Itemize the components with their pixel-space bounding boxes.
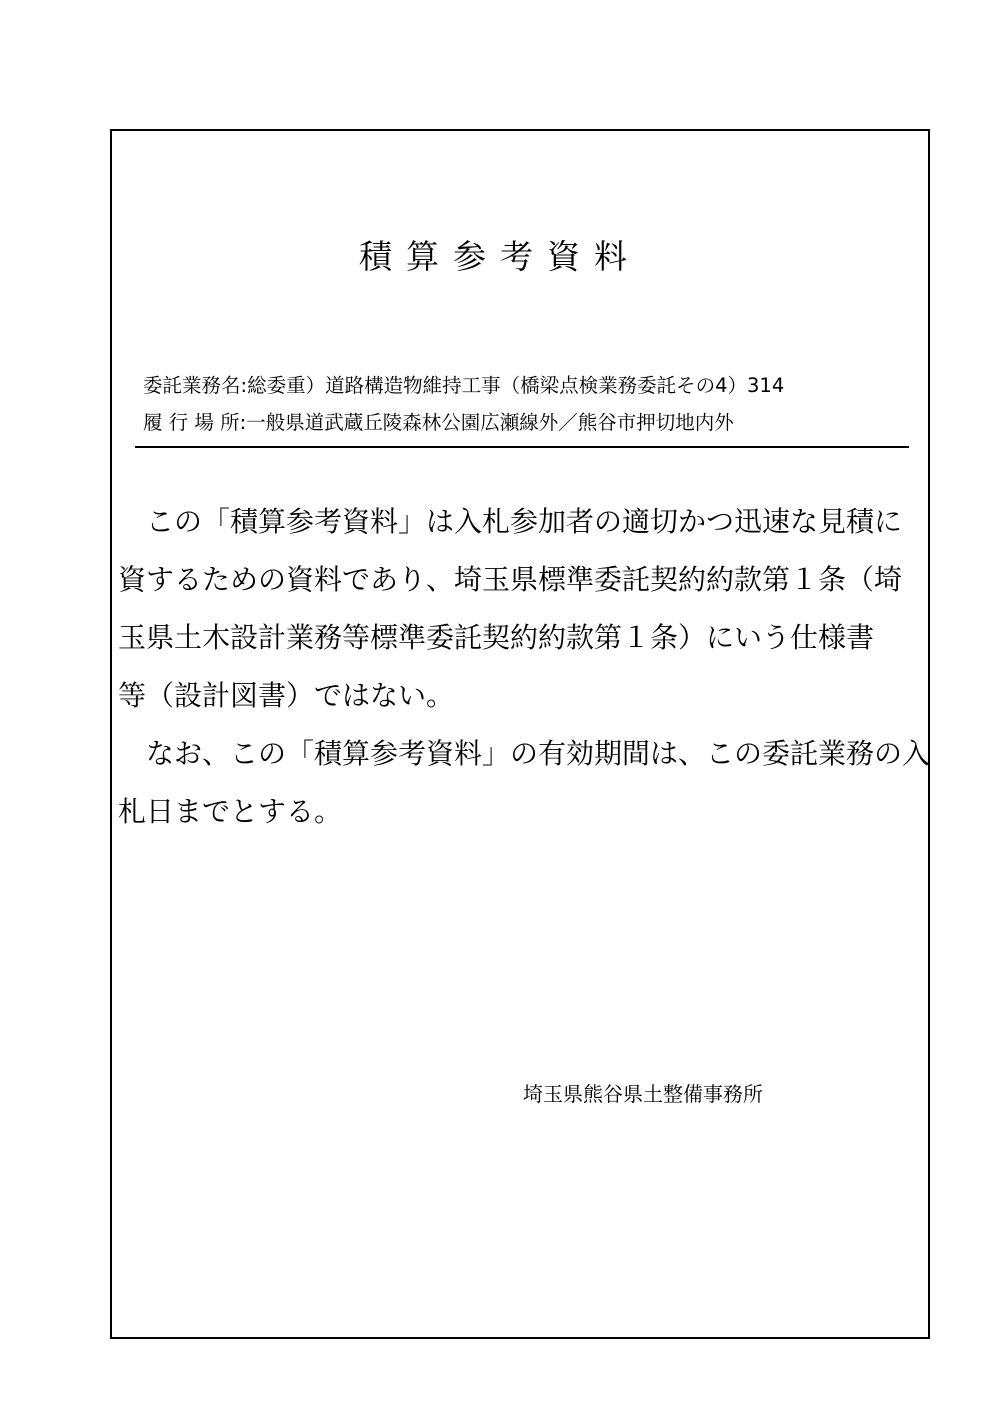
notice-line: 等（設計図書）ではない。 [118, 679, 455, 712]
notice-line: 資するための資料であり、埼玉県標準委託契約約款第１条（埼 [118, 563, 903, 596]
document-title: 積算参考資料 [359, 237, 641, 276]
notice-line: 玉県土木設計業務等標準委託契約約款第１条）にいう仕様書 [118, 621, 875, 654]
task-name-label: 委託業務名 [143, 374, 241, 397]
notice-line: 札日までとする。 [118, 795, 343, 828]
notice-line: この「積算参考資料」は入札参加者の適切かつ迅速な見積に [118, 505, 903, 538]
location-row [143, 408, 734, 438]
notice-line: なお、この「積算参考資料」の有効期間は、この委託業務の入 [118, 737, 931, 770]
task-name-row [143, 371, 784, 401]
location-label: 履 行 場 所 [143, 411, 240, 434]
task-name-separator: : [240, 374, 248, 397]
notice-body [118, 493, 931, 841]
issuing-office: 埼玉県熊谷県土整備事務所 [523, 1082, 763, 1106]
notice-paragraph-1 [118, 493, 908, 725]
header-divider [135, 446, 909, 448]
location-separator: : [239, 411, 247, 434]
task-name-value: 総委重）道路構造物維持工事（橋梁点検業務委託その4）314 [247, 374, 785, 397]
location-value: 一般県道武蔵丘陵森林公園広瀬線外／熊谷市押切地内外 [246, 411, 734, 434]
notice-paragraph-2 [118, 725, 931, 841]
